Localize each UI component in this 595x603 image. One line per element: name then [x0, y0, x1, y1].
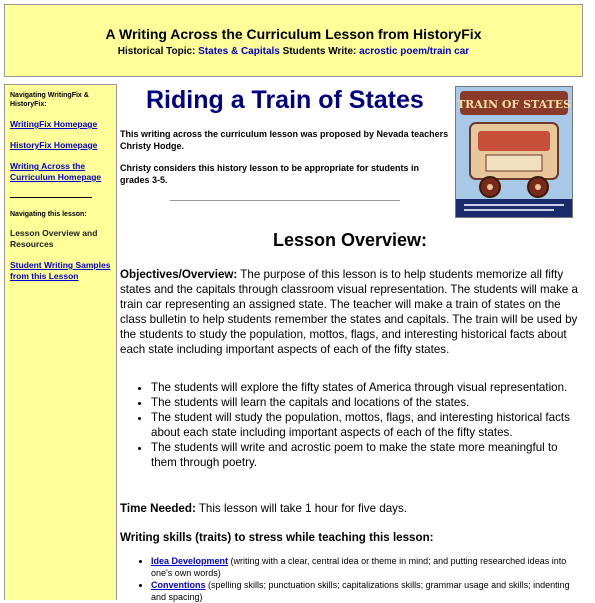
list-item [151, 555, 580, 579]
conventions-link[interactable]: Conventions [151, 580, 206, 590]
poster-image [456, 87, 572, 217]
nav-heading: Navigating WritingFix & HistoryFix: [10, 92, 89, 108]
current-page-label: Lesson Overview and Resources [10, 228, 98, 249]
lesson-nav-heading: Navigating this lesson: [10, 211, 87, 218]
time-needed [120, 501, 580, 516]
sidebar-divider [10, 197, 92, 198]
list-item: • The students will learn the capitals and locations of the states. [151, 395, 580, 410]
list-item: • The students will explore the fifty states of America through visual representation. [151, 380, 580, 395]
writes-label: Students Write: [282, 46, 357, 57]
list-item: • The student will study the population, mottos, flags, and interesting historical facts about each state including important aspects of each of the fifty states. [151, 410, 580, 440]
content-divider [170, 200, 400, 201]
objectives-paragraph [120, 267, 580, 357]
train-of-states-poster [455, 86, 573, 218]
writes-value: acrostic poem/train car [359, 46, 470, 57]
student-samples-link[interactable]: Student Writing Samples from this Lesson [10, 260, 111, 281]
objectives-list [120, 380, 580, 470]
intro-proposed: This writing across the curriculum lesson was proposed by Nevada teachers Christy Hodge. [120, 129, 449, 151]
time-text: This lesson will take 1 hour for five days. [195, 502, 407, 515]
topic-label: Historical Topic: [117, 46, 196, 57]
header-subtitle [5, 46, 582, 57]
objectives-label: Objectives/Overview: [120, 268, 238, 281]
header-title: A Writing Across the Curriculum Lesson from HistoryFix [105, 26, 482, 42]
historyfix-homepage-link[interactable]: HistoryFix Homepage [10, 140, 98, 150]
intro-grades: Christy considers this history lesson to be appropriate for students in grades 3-5. [120, 163, 420, 185]
wac-homepage-link[interactable]: Writing Across the Curriculum Homepage [10, 161, 102, 182]
idea-development-link[interactable]: Idea Development [151, 556, 229, 566]
time-label: Time Needed: [120, 502, 196, 515]
list-item [151, 579, 580, 603]
list-item: • The students will write and acrostic poem to make the state more meaningful to them through poetry. [151, 440, 580, 470]
objectives-text: The purpose of this lesson is to help students memorize all fifty states and the capitals through classroom visual representation. The students will make a train car representing an assigned state. The teacher will make a train of states on the class bulletin to help students remember the states and capitals. The train will be used by the students to study the population, mottos, flags, and interesting historical facts about each state including important aspects of each of the fifty states. [120, 268, 578, 356]
topic-value: States & Capitals [198, 46, 280, 57]
sidebar-nav [4, 84, 117, 600]
traits-heading: Writing skills (traits) to stress while teaching this lesson: [120, 531, 434, 544]
trait-desc: (spelling skills; punctuation skills; capitalizations skills; grammar usage and skills; indenting and spacing) [151, 580, 570, 602]
lesson-header [4, 4, 583, 77]
traits-list [120, 555, 580, 603]
lesson-intro [120, 128, 450, 196]
poster-title: TRAIN OF STATES [456, 98, 572, 111]
trait-desc: (writing with a clear, central idea or theme in mind; and putting researched ideas into one's own words) [151, 556, 567, 578]
page-title: Riding a Train of States [146, 86, 424, 114]
overview-heading: Lesson Overview: [272, 230, 428, 250]
writingfix-homepage-link[interactable]: WritingFix Homepage [10, 119, 98, 129]
